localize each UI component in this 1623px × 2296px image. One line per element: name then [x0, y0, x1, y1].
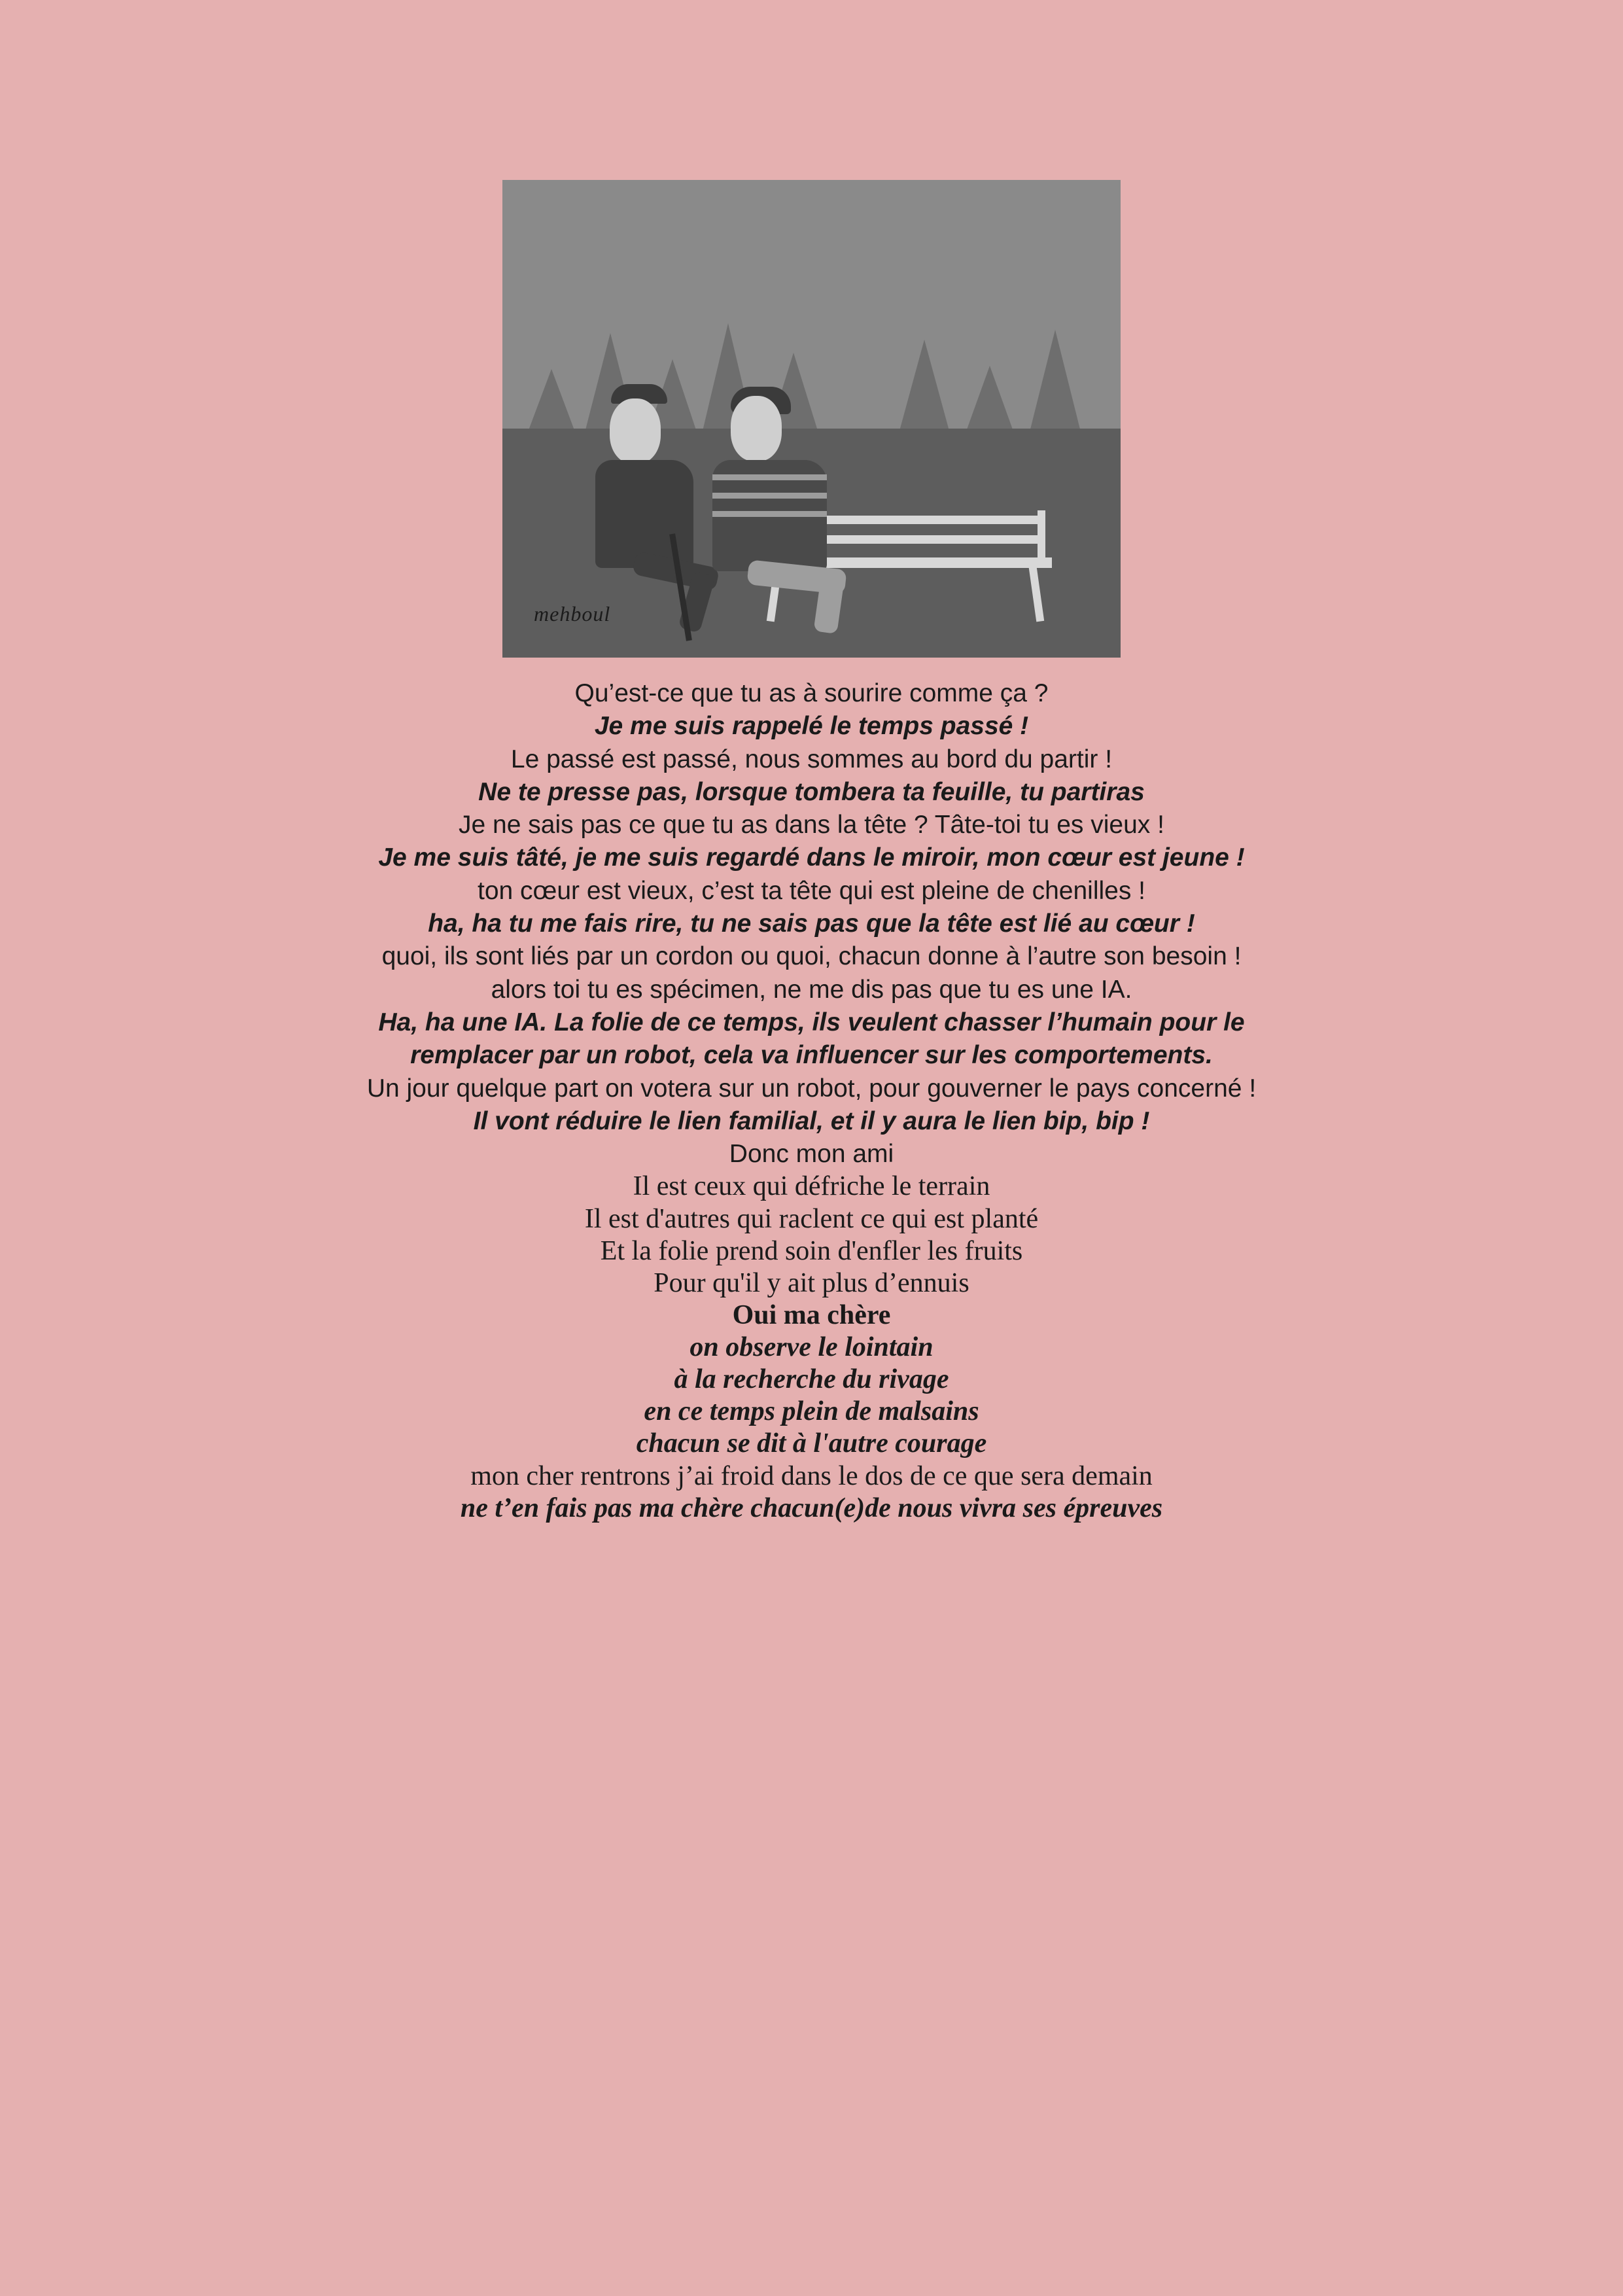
poem-line: Il est d'autres qui raclent ce qui est planté	[584, 1203, 1039, 1234]
man-head	[610, 398, 661, 464]
poem-line: chacun se dit à l'autre courage	[636, 1428, 987, 1459]
bench-armrest	[1038, 510, 1045, 566]
poem-line: Je me suis tâté, je me suis regardé dans le miroir, mon cœur est jeune !	[378, 843, 1245, 872]
poem-line: Ha, ha une IA. La folie de ce temps, ils veulent chasser l’humain pour le	[378, 1008, 1245, 1036]
artist-signature: mehboul	[534, 602, 611, 626]
poem-line: Je me suis rappelé le temps passé !	[594, 712, 1029, 741]
old-man-smiling	[702, 376, 872, 631]
poem-line: ha, ha tu me fais rire, tu ne sais pas que la tête est lié au cœur !	[428, 910, 1195, 938]
cartoon-image	[502, 180, 1121, 658]
poem-line: Et la folie prend soin d'enfler les fruits	[600, 1235, 1023, 1266]
sweater-stripe	[712, 511, 827, 517]
sweater-stripe	[712, 474, 827, 480]
poem-line: Je ne sais pas ce que tu as dans la tête ? Tâte-toi tu es vieux !	[459, 811, 1164, 839]
man-coat	[595, 460, 693, 568]
poem-line: Oui ma chère	[732, 1299, 891, 1330]
poem-line: ton cœur est vieux, c’est ta tête qui est pleine de chenilles !	[477, 876, 1146, 905]
poem-line: on observe le lointain	[689, 1332, 934, 1363]
illustration-container	[0, 180, 1623, 658]
poem-line: ne t’en fais pas ma chère chacun(e)de nous vivra ses épreuves	[460, 1492, 1163, 1523]
sweater-stripe	[712, 493, 827, 499]
poem-line: à la recherche du rivage	[674, 1364, 949, 1395]
poem-line: en ce temps plein de malsains	[644, 1396, 979, 1427]
poem-line: alors toi tu es spécimen, ne me dis pas que tu es une IA.	[491, 975, 1132, 1004]
poem-line: Donc mon ami	[729, 1140, 894, 1169]
poem-body	[0, 677, 1623, 1525]
poem-line: remplacer par un robot, cela va influencer sur les comportements.	[410, 1041, 1213, 1070]
poem-line: Qu’est-ce que tu as à sourire comme ça ?	[574, 679, 1049, 707]
poem-line: mon cher rentrons j’ai froid dans le dos de ce que sera demain	[470, 1460, 1153, 1491]
poem-line: Pour qu'il y ait plus d’ennuis	[654, 1267, 969, 1298]
poem-line: Un jour quelque part on votera sur un robot, pour gouverner le pays concerné !	[366, 1074, 1257, 1103]
man-head	[731, 396, 782, 461]
poem-line: quoi, ils sont liés par un cordon ou quoi, chacun donne à l’autre son besoin !	[381, 942, 1242, 971]
poem-line: Le passé est passé, nous sommes au bord du partir !	[510, 745, 1113, 773]
poem-line: Ne te presse pas, lorsque tombera ta feuille, tu partiras	[478, 777, 1145, 806]
bench-leg	[1028, 563, 1044, 622]
poem-line: Il vont réduire le lien familial, et il y aura le lien bip, bip !	[473, 1106, 1150, 1135]
poem-line: Il est ceux qui défriche le terrain	[633, 1171, 990, 1202]
